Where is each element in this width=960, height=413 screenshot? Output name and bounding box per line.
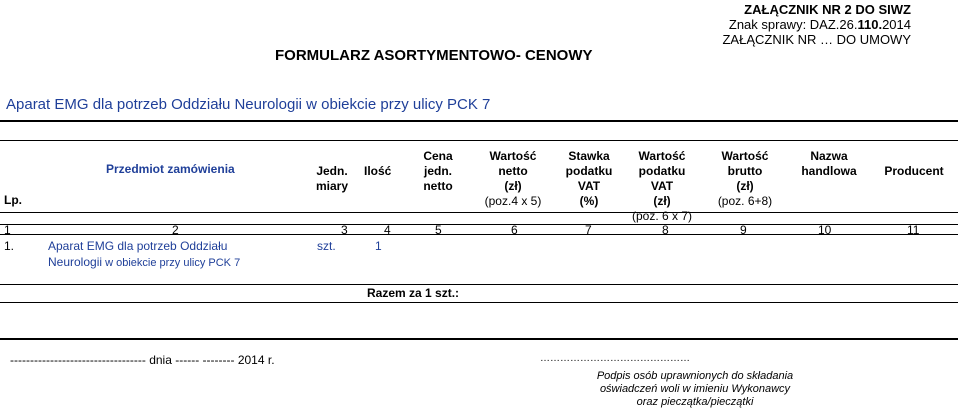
row-unit: szt.	[317, 239, 336, 253]
column-number: 8	[662, 223, 669, 237]
header-trade-name: Nazwa handlowa	[801, 149, 857, 178]
column-number: 9	[740, 223, 747, 237]
total-label: Razem za 1 szt.:	[367, 286, 460, 300]
subject-line: Aparat EMG dla potrzeb Oddziału Neurologii w obiekcie przy ulicy PCK 7	[6, 96, 491, 113]
column-number: 10	[818, 223, 832, 237]
contract-annex-label: ZAŁĄCZNIK NR … DO UMOWY	[722, 32, 911, 47]
header-lp: Lp.	[4, 193, 22, 207]
column-number: 3	[341, 223, 348, 237]
header-vat-value: Wartość podatku VAT (zł) (poz. 6 x 7)	[631, 149, 693, 223]
rule-header-bottom	[0, 212, 958, 213]
signature-caption: Podpis osób uprawnionych do składania oświadczeń woli w imieniu Wykonawcy oraz pieczątka/pieczątki	[596, 370, 794, 408]
row-item: Aparat EMG dla potrzeb Oddziału Neurologii w obiekcie przy ulicy PCK 7	[48, 239, 241, 269]
rule-total-top	[0, 284, 958, 285]
column-number: 5	[435, 223, 442, 237]
column-number: 7	[585, 223, 592, 237]
rule-table-top	[0, 140, 958, 141]
header-unit-price: Cena jedn. netto	[423, 149, 453, 193]
header-qty: Ilość	[364, 164, 392, 178]
header-block	[722, 2, 911, 47]
rule-top	[0, 120, 958, 122]
rule-numbers-bottom	[0, 224, 958, 225]
date-line: ---------------------------------- dnia ------ -------- 2014 r.	[10, 353, 275, 367]
header-item: Przedmiot zamówienia	[106, 162, 235, 176]
header-net-value: Wartość netto (zł) (poz.4 x 5)	[484, 149, 542, 208]
header-vat-rate: Stawka podatku VAT (%)	[565, 149, 613, 208]
row-lp: 1.	[4, 239, 15, 253]
column-number: 11	[907, 223, 920, 237]
row-qty: 1	[375, 239, 382, 253]
column-number: 2	[172, 223, 179, 237]
header-gross-value: Wartość brutto (zł) (poz. 6+8)	[717, 149, 773, 208]
column-number: 4	[384, 223, 391, 237]
header-unit: Jedn. miary	[315, 164, 349, 193]
rule-footer	[0, 338, 958, 340]
case-number: Znak sprawy: DAZ.26.110.2014	[728, 17, 911, 32]
annex-label: ZAŁĄCZNIK NR 2 DO SIWZ	[744, 2, 911, 17]
header-producer: Producent	[884, 164, 944, 178]
rule-numbers-row	[0, 234, 958, 235]
rule-total-bottom	[0, 302, 958, 303]
column-number: 6	[511, 223, 518, 237]
form-title: FORMULARZ ASORTYMENTOWO- CENOWY	[275, 47, 593, 64]
column-number: 1	[4, 223, 11, 237]
signature-dots: ………………………………………	[540, 353, 690, 364]
